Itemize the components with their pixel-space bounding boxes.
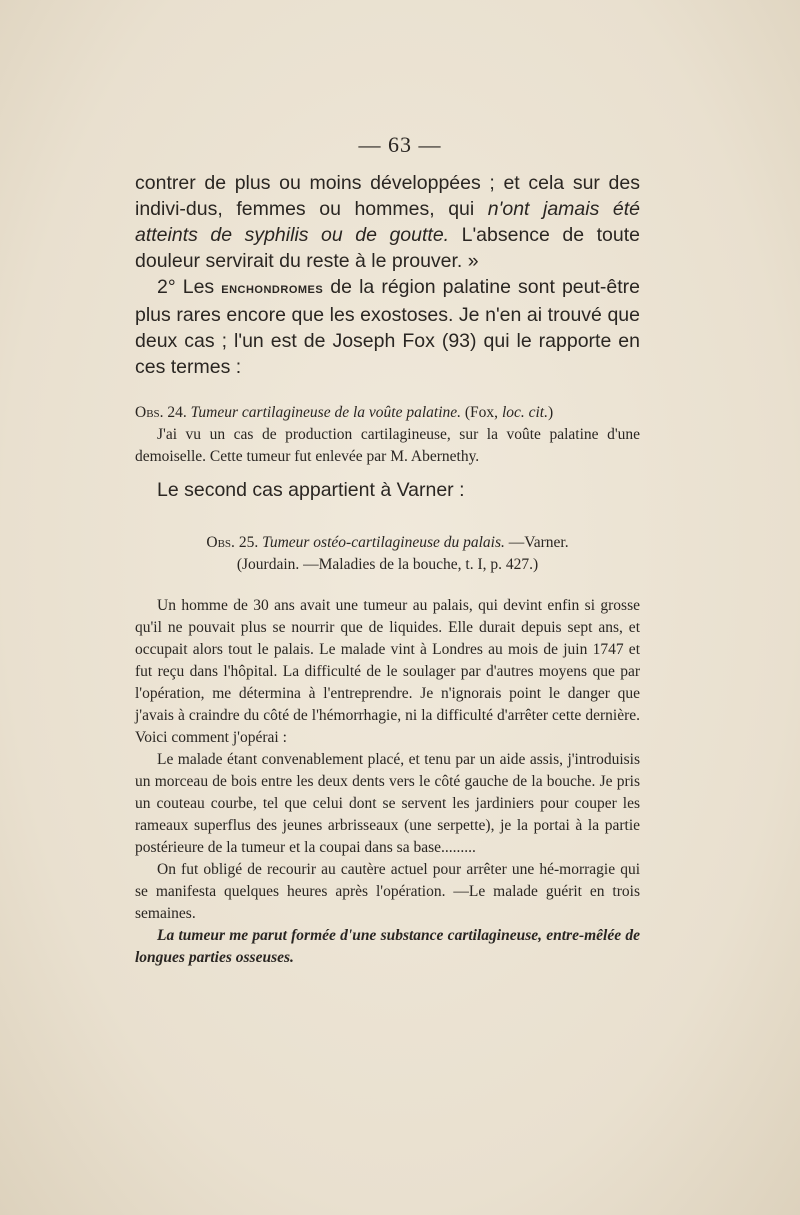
obs25-p3: On fut obligé de recourir au cautère actuel pour arrêter une hé-morragie qui se manifesta quelques heures après l'opération. —Le malade guérit en trois semaines. [135, 861, 640, 922]
obs25-label: Obs. [206, 534, 235, 551]
observation-24 [135, 402, 640, 468]
obs25-number: 25. [238, 534, 259, 551]
obs24-number: 24. [167, 404, 187, 421]
obs24-title: Tumeur cartilagineuse de la voûte palatine. [190, 404, 462, 421]
para1-text-a: contrer de plus ou moins développées ; et cela sur des indivi-dus, femmes ou hommes, qui [135, 172, 640, 220]
obs24-body: J'ai vu un cas de production cartilagineuse, sur la voûte palatine d'une demoiselle. Cette tumeur fut enlevée par M. Abernethy. [135, 426, 640, 465]
para1-italic: n'ont jamais été atteints de syphilis ou de goutte. [135, 198, 641, 246]
obs24-source-ref: loc. cit. [501, 404, 548, 421]
obs25-source: (Jourdain. —Maladies de la bouche, t. I, p. 427.) [236, 556, 539, 573]
paragraph-second-case [135, 477, 640, 503]
obs24-source-open: (Fox, [464, 404, 502, 421]
para1-text-b: L'absence de toute douleur servirait du reste à le prouver. » [135, 224, 640, 272]
para3: Le second cas appartient à Varner : [157, 479, 465, 501]
paragraph-enchondromes [135, 274, 640, 380]
obs25-p4: La tumeur me parut formée d'une substance cartilagineuse, entre-mêlée de longues parties osseuses. [135, 927, 640, 966]
page-number: — 63 — [358, 132, 442, 157]
obs24-label: Obs. [135, 404, 164, 421]
obs25-p2: Le malade étant convenablement placé, et tenu par un aide assis, j'introduisis un morceau de bois entre les deux dents vers le côté gauche de la bouche. Je pris un couteau courbe, tel que celui dont se servent les jardiniers pour couper les rameaux superflus des jeunes arbrisseaux (une serpette), je la portai à la partie postérieure de la tumeur et la coupai dans sa base......... [135, 751, 640, 856]
obs25-author: —Varner. [504, 534, 569, 551]
para2-lead: 2° Les [157, 276, 222, 298]
obs24-source-close: ) [548, 404, 554, 421]
obs25-title: Tumeur ostéo-cartilagineuse du palais. [262, 534, 505, 551]
obs25-p1: Un homme de 30 ans avait une tumeur au palais, qui devint enfin si grosse qu'il ne pouvait plus se nourrir que de liquides. Elle durait depuis sept ans, et occupait alors tout le palais. Le malade vint à Londres au mois de juin 1747 et fut reçu dans l'hôpital. La difficulté de le soulager par d'autres moyens que par l'opération, me détermina à l'entreprendre. Je n'ignorais point le danger que j'avais à craindre du côté de l'hémorrhagie, ni la difficulté d'arrêter cette dernière. Voici comment j'opérai : [135, 597, 640, 746]
paragraph-continuation [135, 170, 640, 380]
observation-25-body [135, 595, 640, 969]
para2-keyword: enchondromes [221, 280, 324, 297]
observation-25-heading [135, 532, 640, 576]
para2-text: de la région palatine sont peut-être plus rares encore que les exostoses. Je n'en ai trouvé que deux cas ; l'un est de Joseph Fox (93) qui le rapporte en ces termes : [135, 276, 641, 378]
